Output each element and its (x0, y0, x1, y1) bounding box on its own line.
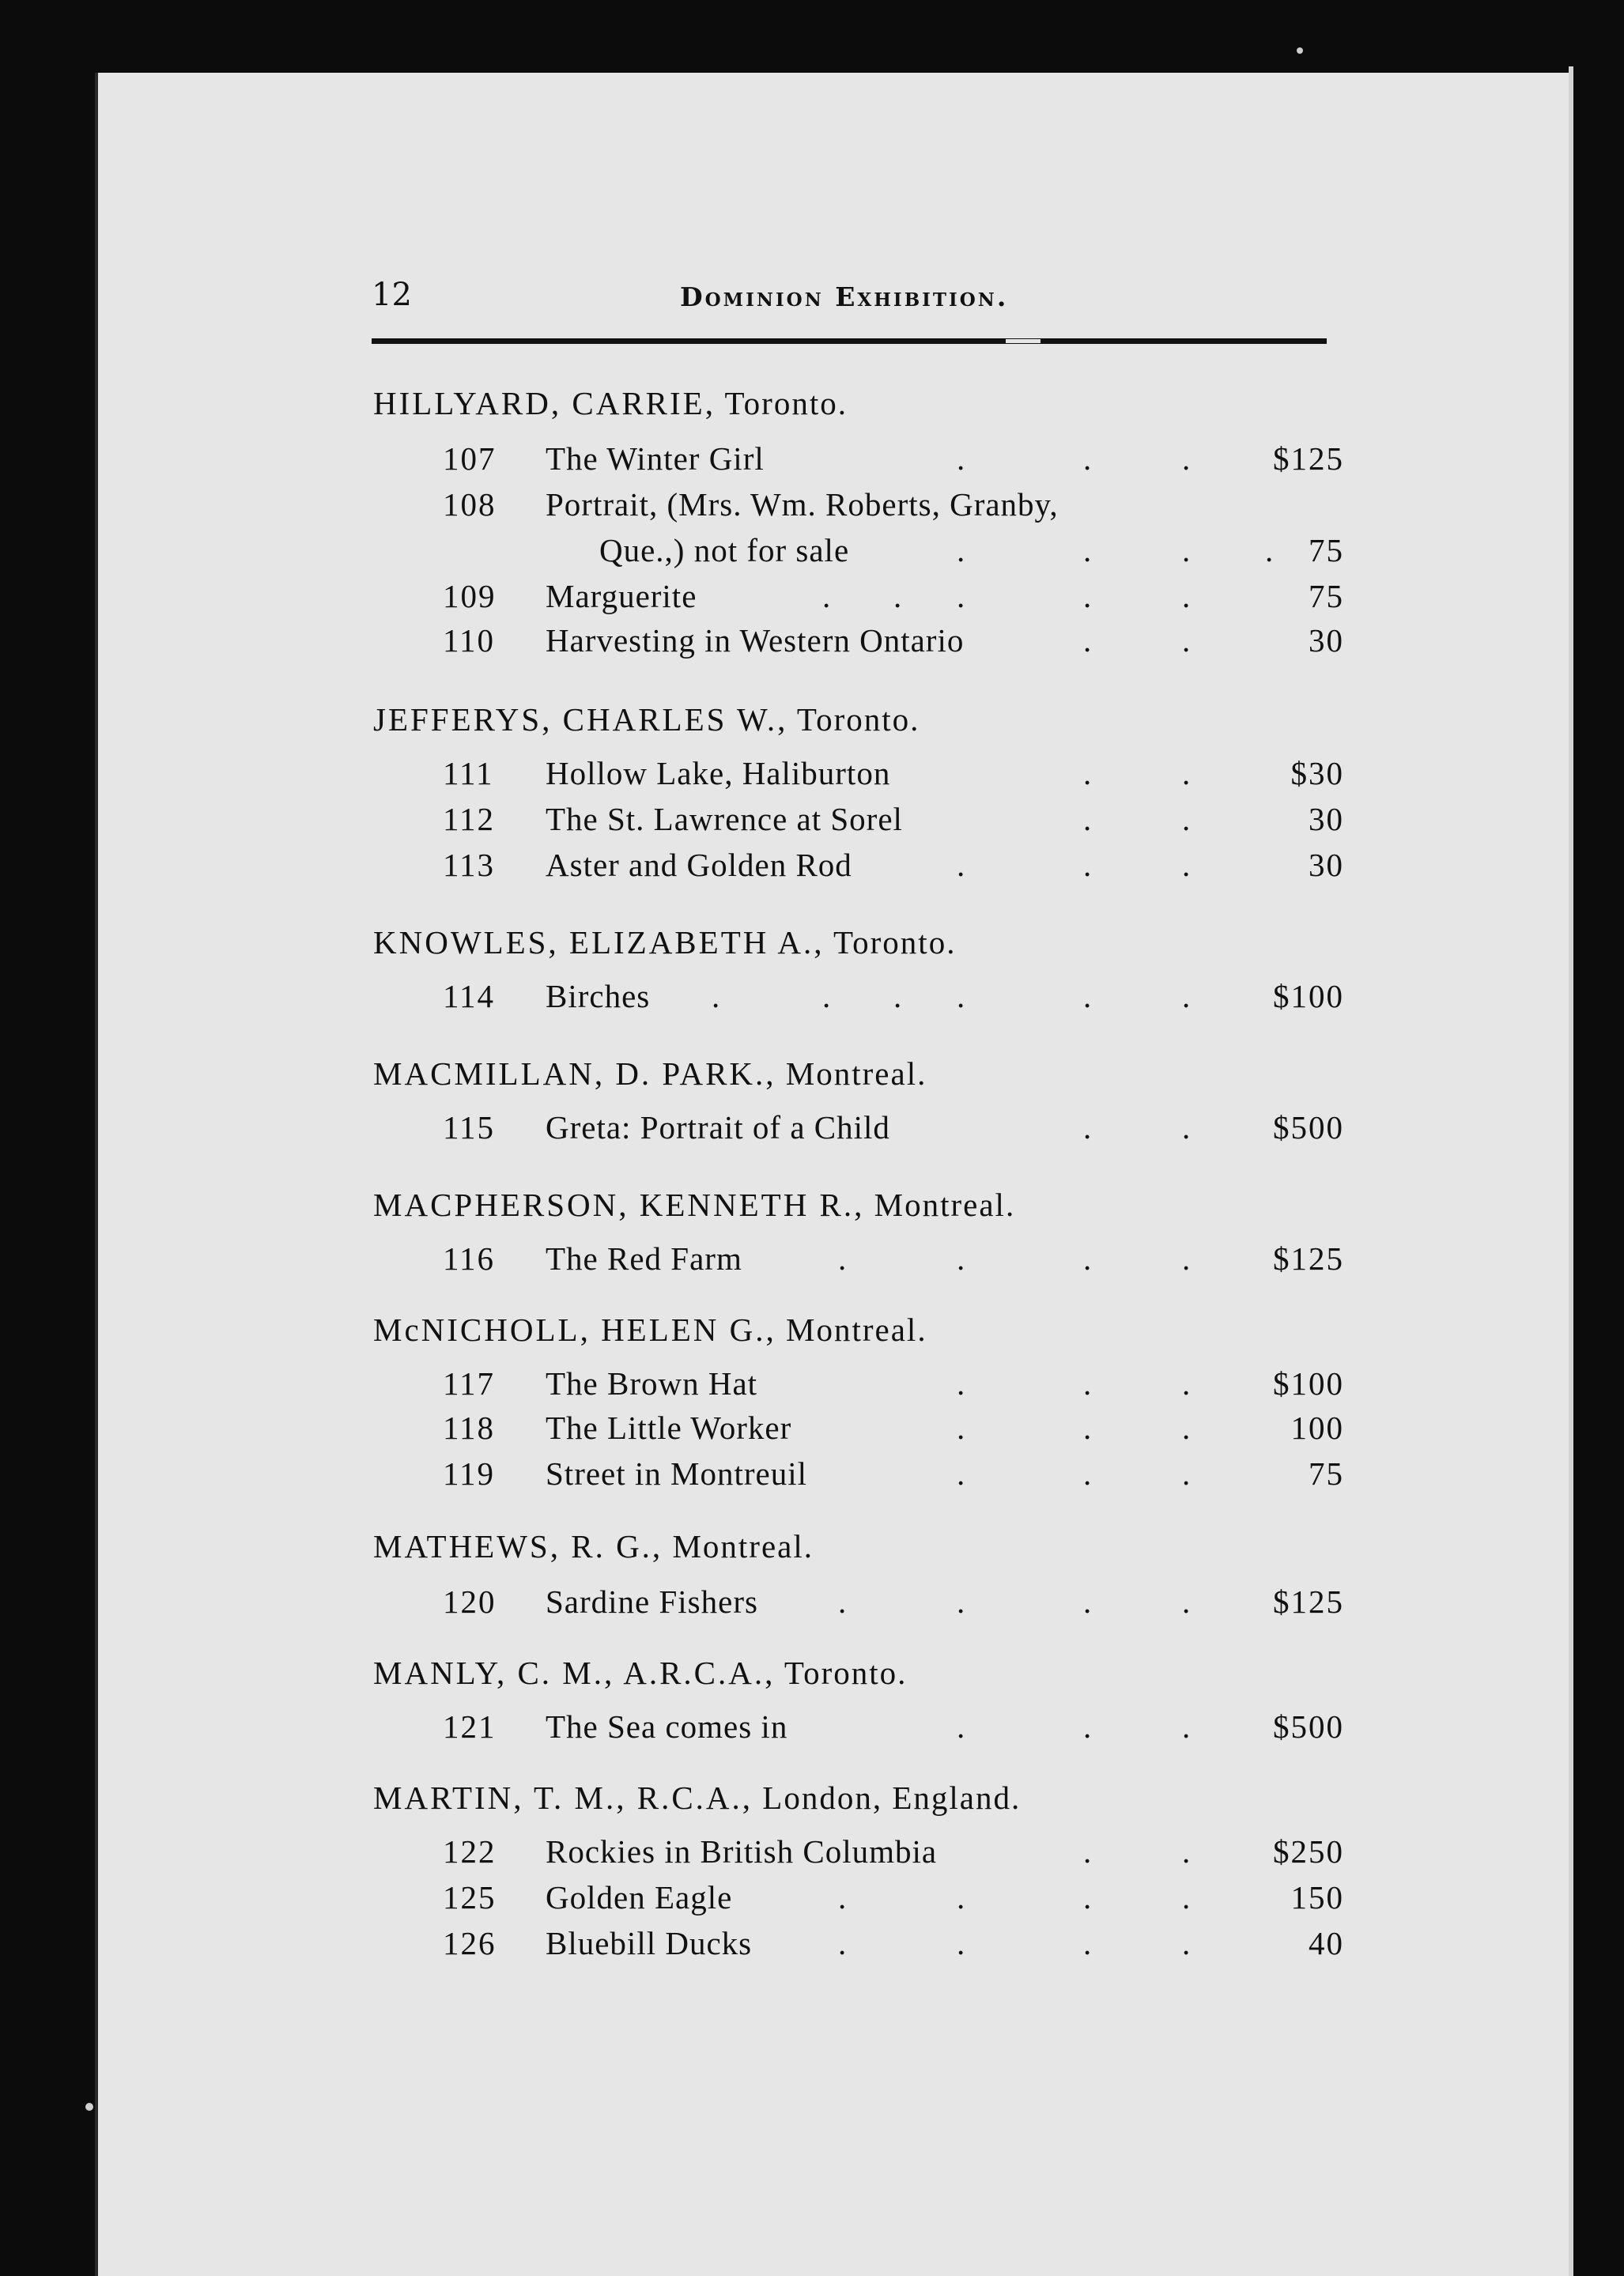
entry-title: The Sea comes in (546, 1708, 788, 1745)
entry-title: The Little Worker (546, 1410, 792, 1446)
artist-heading (373, 1527, 814, 1565)
catalogue-entry: 112 The St. Lawrence at Sorel . . 30 (443, 801, 1344, 837)
entry-number: 111 (443, 755, 494, 791)
entry-price: 30 (1309, 622, 1344, 659)
entry-price: 100 (1290, 1410, 1344, 1446)
artist-city: Montreal. (786, 1312, 927, 1348)
catalogue-entry: 119 Street in Montreuil . . . 75 (443, 1455, 1344, 1492)
catalogue-entry: 122 Rockies in British Columbia . . $250 (443, 1833, 1344, 1870)
catalogue-entry: 111 Hollow Lake, Haliburton . . $30 (443, 755, 1344, 791)
artist-name: McNICHOLL, HELEN G., (373, 1312, 776, 1348)
artist-name: MACPHERSON, KENNETH R., (373, 1187, 865, 1223)
artist-name: KNOWLES, ELIZABETH A., (373, 924, 825, 961)
entry-price: 30 (1309, 847, 1344, 883)
page-number: 12 (372, 277, 412, 313)
entry-price: $30 (1290, 755, 1344, 791)
entry-price: $125 (1273, 1240, 1344, 1277)
entry-number: 122 (443, 1833, 497, 1870)
artist-heading (373, 1654, 907, 1692)
entry-number: 116 (443, 1240, 495, 1277)
artist-name: HILLYARD, CARRIE, (373, 385, 716, 421)
artist-name: MATHEWS, R. G., (373, 1528, 663, 1565)
entry-title: The Red Farm (546, 1240, 742, 1277)
artist-city: Toronto. (784, 1655, 908, 1691)
artist-name: MANLY, C. M., A.R.C.A., (373, 1655, 776, 1691)
artist-heading (373, 700, 920, 738)
entry-title: Portrait, (Mrs. Wm. Roberts, Granby, (546, 486, 1059, 523)
entry-price: $125 (1273, 440, 1344, 477)
entry-title: Hollow Lake, Haliburton (546, 755, 891, 791)
entry-title: The Winter Girl (546, 440, 765, 477)
entry-number: 112 (443, 801, 495, 837)
catalogue-entry-continued: Que.,) not for sale . . . . 75 (599, 532, 1344, 568)
entry-number: 119 (443, 1455, 495, 1492)
entry-price: 75 (1309, 578, 1344, 614)
catalogue-entry (443, 485, 1344, 527)
entry-title: Golden Eagle (546, 1879, 733, 1916)
catalogue-entry: 114 Birches . . . . . . $100 (443, 978, 1344, 1014)
artist-city: Montreal. (672, 1528, 814, 1565)
entry-title: Marguerite (546, 578, 697, 614)
artist-heading (373, 923, 956, 961)
catalogue-entry: 110 Harvesting in Western Ontario . . 30 (443, 622, 1344, 659)
entry-price: 75 (1309, 1455, 1344, 1492)
catalogue-entry: 113 Aster and Golden Rod . . . 30 (443, 847, 1344, 883)
scan-speck (1297, 47, 1303, 54)
entry-price: $100 (1273, 1365, 1344, 1402)
entry-title: Aster and Golden Rod (546, 847, 852, 883)
artist-name: MACMILLAN, D. PARK., (373, 1055, 776, 1092)
entry-title: The St. Lawrence at Sorel (546, 801, 903, 837)
entry-price: 150 (1290, 1879, 1344, 1916)
artist-heading (373, 1055, 927, 1093)
entry-title: Birches (546, 978, 651, 1014)
entry-number: 108 (443, 486, 497, 523)
entry-number: 110 (443, 622, 495, 659)
entry-price: $100 (1273, 978, 1344, 1014)
artist-heading (373, 1779, 1021, 1817)
entry-title: Rockies in British Columbia (546, 1833, 938, 1870)
artist-city: Toronto. (724, 385, 848, 421)
artist-city: Toronto. (796, 701, 920, 738)
header-rule-break (1006, 339, 1040, 343)
artist-city: London, England. (762, 1780, 1022, 1816)
catalogue-entry: 109 Marguerite . . . . . 75 (443, 578, 1344, 614)
entry-price: $250 (1273, 1833, 1344, 1870)
running-head (372, 277, 1331, 324)
entry-price: 30 (1309, 801, 1344, 837)
page-edge (1569, 66, 1573, 2276)
entry-number: 126 (443, 1925, 497, 1961)
entry-number: 118 (443, 1410, 495, 1446)
entry-number: 107 (443, 440, 497, 477)
artist-heading (373, 1186, 1015, 1224)
entry-title: Bluebill Ducks (546, 1925, 753, 1961)
entry-number: 121 (443, 1708, 497, 1745)
entry-number: 109 (443, 578, 497, 614)
running-head-title: Dominion Exhibition. (680, 281, 1009, 312)
entry-price: 40 (1309, 1925, 1344, 1961)
artist-name: MARTIN, T. M., R.C.A., (373, 1780, 753, 1816)
entry-number: 117 (443, 1365, 495, 1402)
catalogue-entry: 115 Greta: Portrait of a Child . . $500 (443, 1109, 1344, 1146)
entry-number: 114 (443, 978, 495, 1014)
artist-city: Montreal. (874, 1187, 1016, 1223)
catalogue-entry: 120 Sardine Fishers . . . . $125 (443, 1583, 1344, 1620)
artist-city: Toronto. (833, 924, 957, 961)
entry-number: 113 (443, 847, 495, 883)
catalogue-entry: 117 The Brown Hat . . . $100 (443, 1365, 1344, 1402)
catalogue-entry: 116 The Red Farm . . . . $125 (443, 1240, 1344, 1277)
entry-title: Sardine Fishers (546, 1583, 758, 1620)
entry-price: $125 (1273, 1583, 1344, 1620)
artist-heading (373, 1311, 927, 1349)
entry-price: $500 (1273, 1109, 1344, 1146)
entry-title-continued: Que.,) not for sale (599, 532, 850, 568)
catalogue-entry: 107 The Winter Girl . . . $125 (443, 440, 1344, 477)
entry-title: Greta: Portrait of a Child (546, 1109, 890, 1146)
entry-number: 120 (443, 1583, 497, 1620)
entry-title: Harvesting in Western Ontario (546, 622, 965, 659)
catalogue-entry: 125 Golden Eagle . . . . 150 (443, 1879, 1344, 1916)
catalogue-entry: 121 The Sea comes in . . . $500 (443, 1708, 1344, 1745)
entry-title: The Brown Hat (546, 1365, 758, 1402)
entry-title: Street in Montreuil (546, 1455, 808, 1492)
entry-price: $500 (1273, 1708, 1344, 1745)
artist-heading (373, 384, 848, 422)
entry-number: 125 (443, 1879, 497, 1916)
header-rule (372, 338, 1327, 344)
entry-number: 115 (443, 1109, 495, 1146)
scan-speck (85, 2103, 93, 2111)
catalogue-entry: 118 The Little Worker . . . 100 (443, 1410, 1344, 1446)
entry-price: 75 (1309, 532, 1344, 568)
artist-name: JEFFERYS, CHARLES W., (373, 701, 788, 738)
artist-city: Montreal. (785, 1055, 927, 1092)
catalogue-entry: 126 Bluebill Ducks . . . . 40 (443, 1925, 1344, 1961)
